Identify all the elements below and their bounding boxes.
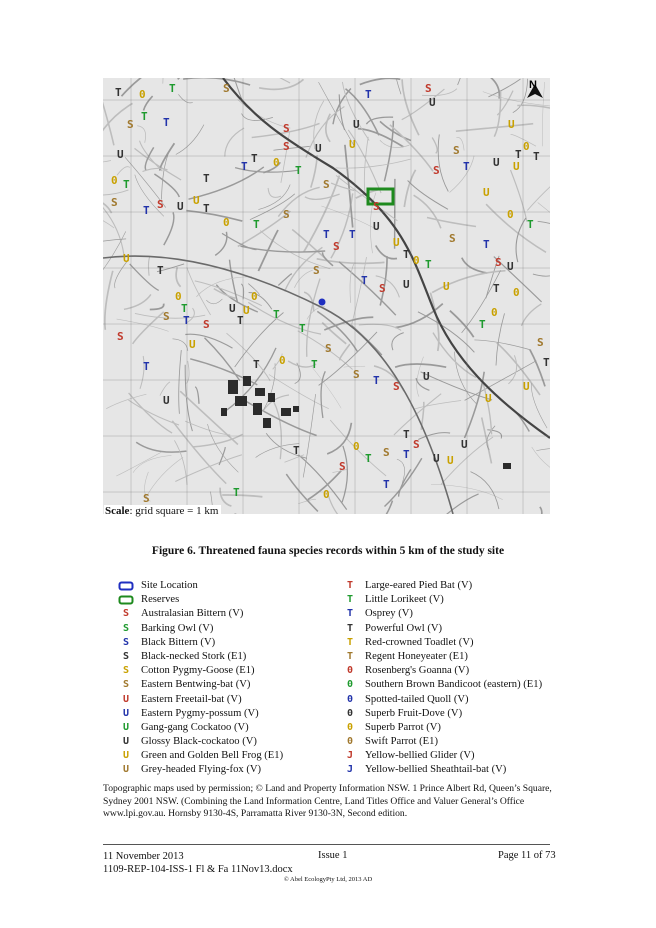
species-record-marker: 0: [279, 354, 286, 367]
species-record-marker: S: [157, 198, 164, 211]
species-record-marker: 0: [507, 208, 514, 221]
species-record-marker: U: [483, 186, 490, 199]
legend-column-1: [117, 579, 283, 778]
species-record-marker: U: [423, 370, 430, 383]
species-symbol-icon: T: [346, 608, 354, 620]
species-record-marker: T: [203, 202, 210, 215]
legend-item-yellow-bellied-sheathtail-bat-v: [341, 763, 542, 777]
species-record-marker: 0: [139, 88, 146, 101]
species-record-marker: U: [189, 338, 196, 351]
legend-label: Little Lorikeet (V): [365, 594, 444, 606]
species-record-marker: U: [508, 118, 515, 131]
species-symbol-icon: U: [122, 721, 130, 733]
species-record-marker: U: [373, 220, 380, 233]
species-record-marker: T: [365, 452, 372, 465]
species-symbol-icon: 0: [346, 721, 354, 733]
legend-label: Reserves: [141, 594, 180, 606]
legend-label: Cotton Pygmy-Goose (E1): [141, 665, 255, 677]
footer-left: [103, 850, 293, 876]
species-record-marker: S: [353, 368, 360, 381]
species-record-marker: T: [349, 228, 356, 241]
species-record-marker: U: [433, 452, 440, 465]
reserves-icon: [117, 594, 135, 607]
species-record-marker: S: [127, 118, 134, 131]
species-record-marker: 0: [251, 290, 258, 303]
species-record-marker: S: [333, 240, 340, 253]
species-record-marker: T: [253, 218, 260, 231]
species-record-marker: T: [383, 478, 390, 491]
legend-item-yellow-bellied-glider-v: [341, 749, 542, 763]
species-record-marker: U: [523, 380, 530, 393]
figure-caption: Figure 6. Threatened fauna species records within 5 km of the study site: [151, 545, 505, 557]
species-record-marker: T: [403, 428, 410, 441]
legend-label: Green and Golden Bell Frog (E1): [141, 750, 284, 762]
species-record-marker: 0: [323, 488, 330, 501]
scale-text: : grid square = 1 km: [129, 505, 219, 517]
legend-label: Eastern Bentwing-bat (V): [141, 679, 251, 691]
species-record-marker: T: [365, 88, 372, 101]
species-record-marker: S: [449, 232, 456, 245]
species-record-marker: T: [479, 318, 486, 331]
legend-item-gang-gang-cockatoo-v: [117, 721, 283, 735]
species-record-marker: S: [413, 438, 420, 451]
species-record-marker: T: [183, 314, 190, 327]
species-symbol-icon: U: [122, 736, 130, 748]
species-record-marker: T: [241, 160, 248, 173]
species-record-marker: T: [273, 308, 280, 321]
species-record-marker: T: [295, 164, 302, 177]
legend-item-powerful-owl-v: [341, 622, 542, 636]
legend-label: Southern Brown Bandicoot (eastern) (E1): [365, 679, 543, 691]
legend-item-little-lorikeet-v: [341, 593, 542, 607]
species-record-marker: U: [353, 118, 360, 131]
species-record-marker: T: [163, 116, 170, 129]
species-record-marker: S: [203, 318, 210, 331]
species-record-marker: U: [393, 236, 400, 249]
legend-item-glossy-black-cockatoo-v: [117, 735, 283, 749]
legend-item-grey-headed-flying-fox-v: [117, 763, 283, 777]
legend-item-australasian-bittern-v: [117, 607, 283, 621]
legend-item-green-and-golden-bell-frog-e1: [117, 749, 283, 763]
species-record-marker: T: [425, 258, 432, 271]
species-symbol-icon: T: [346, 636, 354, 648]
legend-item-red-crowned-toadlet-v: [341, 636, 542, 650]
legend-item-black-necked-stork-e1: [117, 650, 283, 664]
species-record-marker: U: [177, 200, 184, 213]
legend-column-2: [341, 579, 542, 778]
species-symbol-icon: S: [122, 622, 130, 634]
legend-label: Powerful Owl (V): [365, 622, 443, 634]
species-symbol-icon: 0: [346, 679, 354, 691]
species-record-marker: T: [115, 86, 122, 99]
species-record-marker: T: [157, 264, 164, 277]
legend-label: Swift Parrot (E1): [365, 736, 438, 748]
legend-label: Spotted-tailed Quoll (V): [365, 693, 469, 705]
scale-label: Scale: [105, 505, 130, 517]
species-record-marker: U: [447, 454, 454, 467]
species-symbol-icon: 0: [346, 736, 354, 748]
species-record-marker: U: [315, 142, 322, 155]
species-record-marker: T: [515, 148, 522, 161]
species-record-marker: T: [169, 82, 176, 95]
species-symbol-icon: U: [122, 750, 130, 762]
legend-item-reserves: [117, 593, 283, 607]
species-record-marker: 0: [175, 290, 182, 303]
species-record-marker: U: [403, 278, 410, 291]
legend-label: Barking Owl (V): [141, 622, 214, 634]
site-location-icon: [117, 580, 135, 593]
species-record-marker: U: [513, 160, 520, 173]
species-record-marker: S: [117, 330, 124, 343]
species-record-marker: U: [443, 280, 450, 293]
species-record-marker: 0: [223, 216, 230, 229]
footer-date: 11 November 2013: [103, 851, 184, 862]
legend-label: Red-crowned Toadlet (V): [365, 636, 474, 648]
species-record-marker: T: [293, 444, 300, 457]
species-record-marker: T: [233, 486, 240, 499]
species-record-marker: U: [461, 438, 468, 451]
species-record-marker: T: [251, 152, 258, 165]
legend-item-swift-parrot-e1: [341, 735, 542, 749]
species-record-marker: T: [181, 302, 188, 315]
species-symbol-icon: T: [346, 580, 354, 591]
species-symbol-icon: 0: [346, 707, 354, 719]
species-symbol-icon: U: [122, 693, 130, 705]
species-record-marker: 0: [523, 140, 530, 153]
species-record-marker: U: [485, 392, 492, 405]
species-record-marker: T: [203, 172, 210, 185]
legend-item-superb-fruit-dove-v: [341, 707, 542, 721]
species-record-marker: T: [123, 178, 130, 191]
legend-item-black-bittern-v: [117, 636, 283, 650]
map-scale: [104, 505, 221, 517]
species-record-marker: 0: [353, 440, 360, 453]
species-record-marker: T: [361, 274, 368, 287]
legend-item-cotton-pygmy-goose-e1: [117, 664, 283, 678]
species-record-marker: 0: [513, 286, 520, 299]
species-record-marker: T: [253, 358, 260, 371]
species-record-marker: U: [243, 304, 250, 317]
footer-issue: Issue 1: [318, 850, 348, 861]
legend-item-southern-brown-bandicoot-eastern-e1: [341, 678, 542, 692]
species-record-marker: U: [117, 148, 124, 161]
legend-item-regent-honeyeater-e1: [341, 650, 542, 664]
species-record-marker: T: [403, 248, 410, 261]
legend-item-spotted-tailed-quoll-v: [341, 693, 542, 707]
species-record-marker: U: [193, 194, 200, 207]
legend-label: Eastern Freetail-bat (V): [141, 693, 242, 705]
species-record-marker: S: [283, 140, 290, 153]
species-record-marker: 0: [491, 306, 498, 319]
species-record-marker: 0: [273, 156, 280, 169]
species-record-marker: S: [163, 310, 170, 323]
species-record-marker: T: [493, 282, 500, 295]
species-record-marker: T: [323, 228, 330, 241]
legend-label: Superb Parrot (V): [365, 721, 441, 733]
map-canvas: [103, 78, 550, 514]
legend-label: Australasian Bittern (V): [141, 608, 244, 620]
footer-doc-ref: 1109-REP-104-ISS-1 Fl & Fa 11Nov13.docx: [103, 864, 293, 875]
legend-label: Gang-gang Cockatoo (V): [141, 721, 249, 733]
north-label: N: [529, 79, 537, 91]
species-record-marker: S: [373, 200, 380, 213]
species-record-marker: U: [349, 138, 356, 151]
species-symbol-icon: S: [122, 650, 130, 662]
legend-label: Eastern Pygmy-possum (V): [141, 707, 259, 719]
species-record-marker: S: [283, 122, 290, 135]
species-record-marker: U: [163, 394, 170, 407]
footer-copyright: © Abel EcologyPty Ltd, 2013 AD: [283, 876, 373, 883]
species-record-marker: S: [283, 208, 290, 221]
legend-item-rosenberg-s-goanna-v: [341, 664, 542, 678]
species-record-marker: S: [383, 446, 390, 459]
species-record-marker: S: [537, 336, 544, 349]
legend-label: Black-necked Stork (E1): [141, 650, 247, 662]
legend-item-eastern-bentwing-bat-v: [117, 678, 283, 692]
legend-item-site-location: [117, 579, 283, 593]
species-record-marker: S: [323, 178, 330, 191]
species-symbol-icon: T: [346, 594, 354, 606]
species-record-marker: 0: [111, 174, 118, 187]
legend-label: Yellow-bellied Glider (V): [365, 750, 475, 762]
species-record-marker: T: [299, 322, 306, 335]
species-symbol-icon: T: [346, 650, 354, 662]
species-record-marker: U: [429, 96, 436, 109]
species-symbol-icon: U: [122, 707, 130, 719]
species-record-marker: T: [237, 314, 244, 327]
footer-rule: [103, 844, 550, 845]
species-record-marker: S: [379, 282, 386, 295]
species-symbol-icon: J: [346, 764, 354, 776]
species-symbol-icon: S: [122, 665, 130, 677]
legend-label: Regent Honeyeater (E1): [365, 650, 468, 662]
legend-label: Glossy Black-cockatoo (V): [141, 736, 257, 748]
species-record-marker: T: [143, 360, 150, 373]
species-record-marker: S: [339, 460, 346, 473]
species-symbol-icon: S: [122, 636, 130, 648]
legend-label: Osprey (V): [365, 608, 413, 620]
species-record-marker: S: [425, 82, 432, 95]
species-symbol-icon: 0: [346, 665, 354, 677]
legend-item-eastern-pygmy-possum-v: [117, 707, 283, 721]
species-record-marker: S: [223, 82, 230, 95]
species-symbol-icon: S: [122, 608, 130, 620]
species-record-marker: T: [543, 356, 550, 369]
legend-label: Large-eared Pied Bat (V): [365, 580, 473, 591]
legend-item-superb-parrot-v: [341, 721, 542, 735]
species-record-marker: S: [393, 380, 400, 393]
species-record-marker: S: [313, 264, 320, 277]
species-record-marker: U: [507, 260, 514, 273]
legend-label: Rosenberg's Goanna (V): [365, 665, 470, 677]
threatened-fauna-map: [103, 78, 550, 514]
species-symbol-icon: J: [346, 750, 354, 762]
species-record-marker: T: [463, 160, 470, 173]
map-credit-text: Topographic maps used by permission; © Land and Property Information NSW. 1 Prince Albert Rd, Queen’s Square, Sydney 2001 NSW. (Combining the Land Information Centre, Land Titles Office and Valuer General’s Office www.lpi.gov.au. Hornsby 9130-4S, Parramatta River 9130-3N, Second edition.: [103, 783, 552, 819]
species-symbol-icon: U: [122, 764, 130, 776]
species-record-marker: T: [373, 374, 380, 387]
species-record-marker: U: [493, 156, 500, 169]
species-record-marker: S: [325, 342, 332, 355]
species-record-marker: T: [311, 358, 318, 371]
species-symbol-icon: S: [122, 679, 130, 691]
species-record-marker: T: [143, 204, 150, 217]
footer-page-number: Page 11 of 73: [498, 850, 556, 861]
species-record-marker: T: [141, 110, 148, 123]
species-record-marker: S: [111, 196, 118, 209]
species-record-marker: S: [453, 144, 460, 157]
species-symbol-icon: 0: [346, 693, 354, 705]
species-symbol-icon: T: [346, 622, 354, 634]
legend-label: Yellow-bellied Sheathtail-bat (V): [365, 764, 507, 776]
legend-label: Black Bittern (V): [141, 636, 216, 648]
legend-label: Superb Fruit-Dove (V): [365, 707, 463, 719]
species-record-marker: T: [403, 448, 410, 461]
legend-item-large-eared-pied-bat-v: [341, 579, 542, 593]
species-record-marker: 0: [413, 254, 420, 267]
legend-label: Grey-headed Flying-fox (V): [141, 764, 262, 776]
legend-item-barking-owl-v: [117, 622, 283, 636]
species-record-marker: S: [433, 164, 440, 177]
species-record-marker: T: [533, 150, 540, 163]
species-record-marker: T: [483, 238, 490, 251]
legend-item-eastern-freetail-bat-v: [117, 693, 283, 707]
species-record-marker: T: [527, 218, 534, 231]
legend-item-osprey-v: [341, 607, 542, 621]
species-record-marker: S: [143, 492, 150, 505]
species-record-marker: U: [123, 252, 130, 265]
species-record-marker: S: [495, 256, 502, 269]
species-record-marker: U: [229, 302, 236, 315]
site-location-marker: [319, 299, 326, 306]
legend-label: Site Location: [141, 580, 198, 591]
